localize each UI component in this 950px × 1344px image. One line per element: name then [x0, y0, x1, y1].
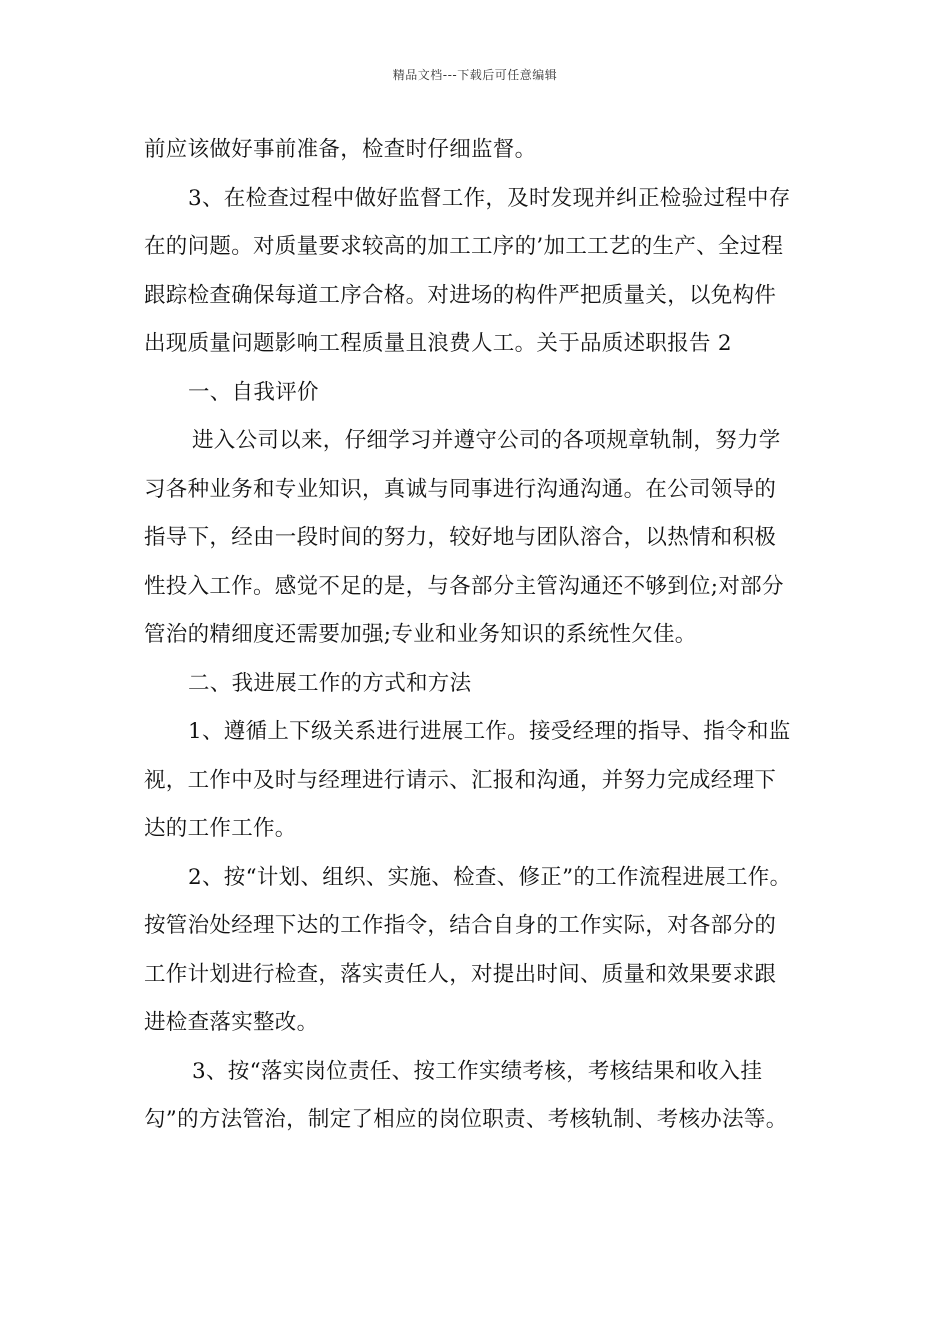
text-line: 3、按“落实岗位责任、按工作实绩考核，考核结果和收入挂 [192, 1058, 763, 1084]
text-line: 指导下，经由一段时间的努力，较好地与团队溶合，以热情和积极 [144, 525, 777, 550]
text-line: 勾”的方法管治，制定了相应的岗位职责、考核轨制、考核办法等。 [144, 1107, 788, 1132]
text-line: 前应该做好事前准备，检查时仔细监督。 [144, 137, 537, 162]
text-line: 2、按“计划、组织、实施、检查、修正”的工作流程进展工作。 [188, 864, 792, 890]
text-line: 出现质量问题影响工程质量且浪费人工。关于品质述职报告 2 [144, 331, 732, 356]
text-line: 达的工作工作。 [144, 816, 297, 841]
text-line: 性投入工作。感觉不足的是，与各部分主管沟通还不够到位;对部分 [144, 573, 784, 599]
page-header: 精品文档---下载后可任意编辑 [392, 68, 558, 82]
text-line: 工作计划进行检查，落实责任人，对提出时间、质量和效果要求跟 [144, 961, 777, 987]
text-line: 跟踪检查确保每道工序合格。对进场的构件严把质量关，以免构件 [144, 282, 777, 308]
text-line: 管治的精细度还需要加强;专业和业务知识的系统性欠佳。 [144, 622, 697, 647]
text-line: 3、在检查过程中做好监督工作，及时发现并纠正检验过程中存 [188, 185, 791, 211]
text-line: 在的问题。对质量要求较高的加工工序的’加工工艺的生产、全过程 [144, 234, 784, 259]
text-line: 进检查落实整改。 [144, 1010, 319, 1035]
section-heading: 二、我进展工作的方式和方法 [188, 670, 472, 696]
text-line: 视，工作中及时与经理进行请示、汇报和沟通，并努力完成经理下 [144, 767, 777, 793]
text-line: 1、遵循上下级关系进行进展工作。接受经理的指导、指令和监 [188, 719, 791, 744]
text-line: 按管治处经理下达的工作指令，结合自身的工作实际，对各部分的 [144, 913, 777, 938]
text-line: 习各种业务和专业知识，真诚与同事进行沟通沟通。在公司领导的 [144, 476, 777, 502]
section-heading: 一、自我评价 [188, 379, 319, 405]
document-body [144, 130, 820, 1149]
text-line: 进入公司以来，仔细学习并遵守公司的各项规章轨制，努力学 [192, 428, 781, 453]
